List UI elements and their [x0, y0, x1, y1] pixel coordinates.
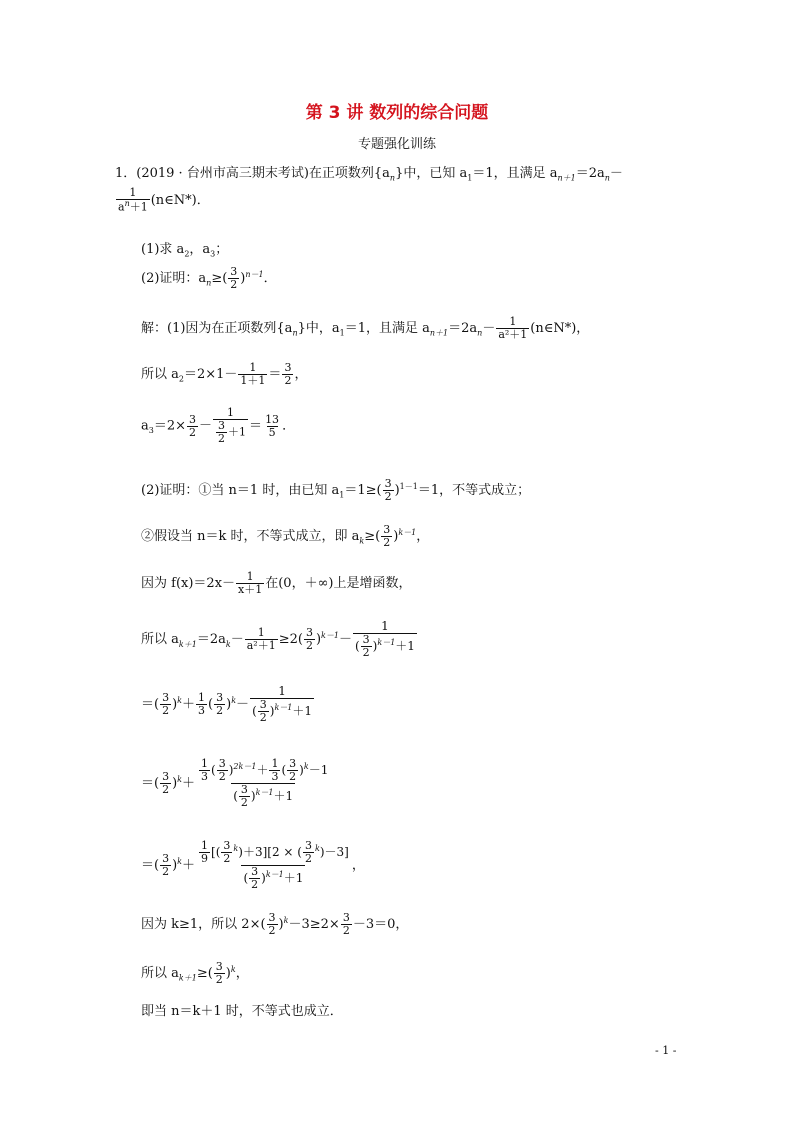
solution-line-2: 所以 $a_2=2\times 1-$ $\frac{1}{1+1}$ ＝ $\frac{3}{2}$ ，	[141, 361, 308, 388]
solution-line-12: 所以 $a_{k+1}\ge$( $\frac{3}{2}$ )$^k$，	[141, 960, 249, 987]
solution-line-8: ＝( $\frac{3}{2}$ )$^k$＋ $\frac{1}{3}$ ( $\frac{3}{2}$ )$^k$－ 1 ( $\frac{3}{2}$ )$^{k-1}$＋1	[141, 684, 313, 725]
solution-line-10: ＝( $\frac{3}{2}$ )$^k$＋ $\frac{1}{9}$ [( $\frac{3}{2}$ $^k$)＋3][2 × ( $\frac{3}{2}$ $^k$)－3] ( $\frac{3}{2}$ )$^{k-1}$＋1 ，	[141, 839, 365, 892]
solution-line-3: $a_3=2\times$ $\frac{3}{2}$ － 1 $\frac{3}{2}$ ＋1 ＝ $\frac{13}{5}$ ．	[141, 406, 296, 446]
solution-line-4: (2)证明：①当 n＝1 时，由已知 $a_1=1\ge$( $\frac{3}{2}$ )$^{1-1}$＝1，不等式成立；	[141, 477, 531, 504]
problem-line-1: 1．(2019 · 台州市高三期末考试)在正项数列$\{a_n\}$中，已知 $a_1=1$，且满足 $a_{n+1}=2a_n-$	[115, 166, 623, 183]
solution-line-7: 所以 $a_{k+1}=2a_k-$ $\frac{1}{\text{a²＋1}}$ ≥2( $\frac{3}{2}$ )$^{k-1}$－ 1 ( $\frac{3}{2}$ )$^{k-1}$＋1	[141, 619, 415, 660]
problem-part-2: (2)证明：$a_n\ge$( $\frac{3}{2}$ )$^{n-1}$．	[141, 265, 277, 292]
solution-line-1: 解：(1)因为在正项数列$\{a_n\}$中，$a_1=1$，且满足 $a_{n+1}=2a_n-$ $\frac{1}{\text{a²＋1}}$ (n∈N*)，	[141, 315, 590, 342]
problem-part-1: (1)求 $a_2$，$a_3$；	[141, 242, 229, 259]
page-number: - 1 -	[655, 1044, 677, 1057]
solution-line-11: 因为 k≥1，所以 2×( $\frac{3}{2}$ )$^k$－3≥2× $\frac{3}{2}$ －3＝0，	[141, 911, 409, 938]
solution-line-6: 因为 f(x)＝2x－ $\frac{1}{x+1}$ 在(0，＋∞)上是增函数，	[141, 570, 412, 597]
page-subtitle: 专题强化训练	[357, 137, 436, 152]
solution-line-9: ＝( $\frac{3}{2}$ )$^k$＋ $\frac{1}{3}$ ( $\frac{3}{2}$ )$^{2k-1}$＋ $\frac{1}{3}$ ( $\frac{3}{2}$ )$^k$－1 ( $\frac{3}{2}$ )$^{k-1}$＋1	[141, 757, 329, 810]
page-title: 第 3 讲 数列的综合问题	[305, 103, 489, 123]
solution-line-5: ②假设当 n＝k 时，不等式成立，即 $a_k\ge$( $\frac{3}{2}$ )$^{k-1}$，	[141, 523, 430, 550]
problem-line-2: $\frac{1}{a^n+1}$ (n∈N*)．	[118, 186, 210, 214]
solution-line-13: 即当 n＝k＋1 时，不等式也成立．	[141, 1004, 343, 1019]
